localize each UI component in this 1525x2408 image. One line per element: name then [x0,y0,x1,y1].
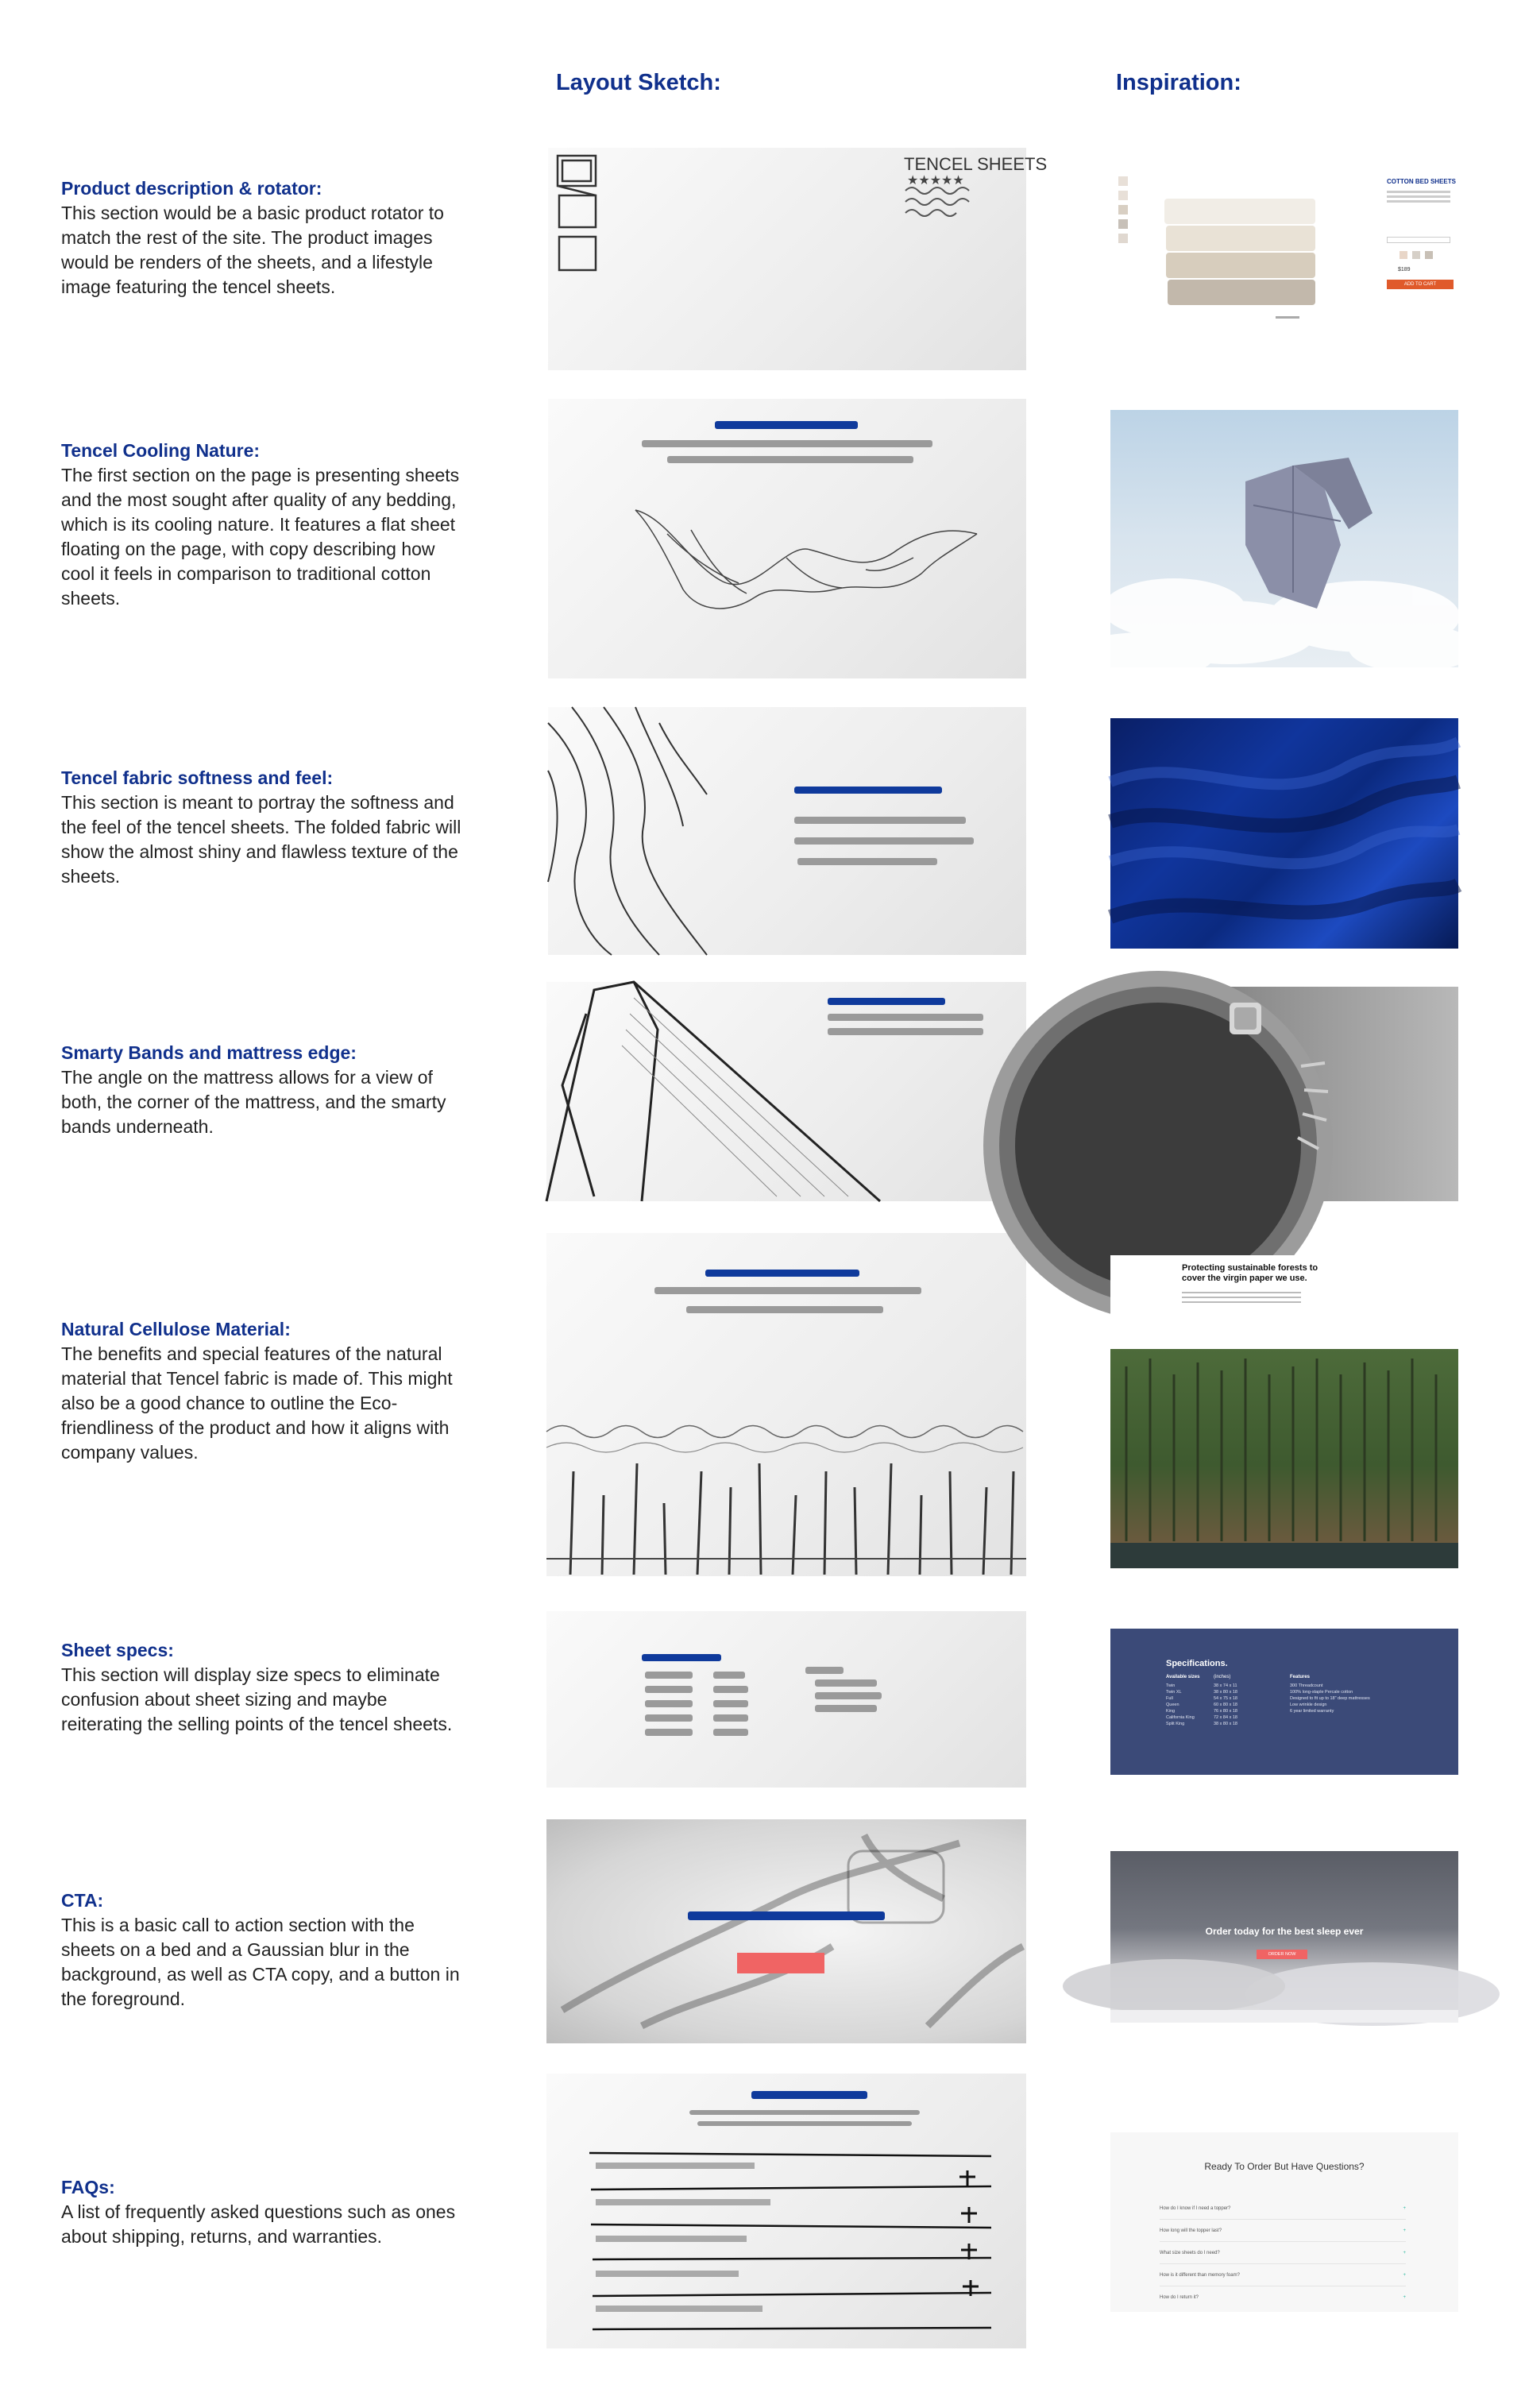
sketch-copy-bar [713,1686,748,1693]
specs-col-sizes-head: Available sizes [1166,1675,1200,1679]
sketch-tencel-label: TENCEL SHEETS [904,154,1048,174]
section-description-cta [61,1888,466,2012]
sketch-drawing [548,148,1048,370]
section-title: CTA: [61,1890,104,1911]
inspiration-specs [1110,1629,1458,1775]
plus-icon: + [1403,2272,1406,2278]
faq-lines-drawing [546,2074,1026,2348]
thumbnail[interactable] [1118,234,1128,243]
sketch-heading-bar [688,1911,885,1920]
inspiration-watch-closeup [1110,987,1458,1201]
sheet-stack-image [1166,253,1315,278]
shirt-cloud-image [1110,410,1458,667]
inspiration-blue-silk [1110,718,1458,949]
spec-size: Queen [1166,1703,1179,1707]
inspiration-product-page [1110,160,1458,327]
faq-question: How do I know if I need a topper? [1160,2205,1231,2211]
spec-dim: 54 x 75 x 18 [1214,1696,1237,1701]
bed-blur-image [1110,1851,1458,2023]
specs-title: Specifications. [1166,1659,1228,1668]
sketch-cta-button [737,1953,824,1973]
section-description-specs [61,1638,466,1737]
specs-dims-list [1214,1683,1277,1727]
product-description-line [1387,200,1450,203]
faq-item[interactable] [1160,2264,1406,2286]
sketch-copy-bar [797,858,937,865]
inspiration-floating-shirt [1110,410,1458,667]
sketch-heading-bar [828,998,945,1005]
faq-question: How is it different than memory foam? [1160,2272,1240,2278]
product-title: COTTON BED SHEETS [1387,178,1456,185]
spec-size: Twin XL [1166,1690,1182,1695]
thumbnail[interactable] [1118,191,1128,200]
sketch-softness-fabric [548,707,1026,955]
sketch-specs [546,1611,1026,1788]
sheet-stack-image [1164,199,1315,224]
spec-size: King [1166,1709,1176,1714]
sketch-copy-bar [794,837,974,845]
forest-headline: Protecting sustainable forests to cover the virgin paper we use. [1182,1263,1318,1283]
color-swatch[interactable] [1412,251,1420,259]
spec-dim: 38 x 74 x 11 [1214,1683,1237,1688]
svg-text:★★★★★: ★★★★★ [907,174,964,187]
sketch-copy-bar [713,1672,745,1679]
section-body: A list of frequently asked questions such as ones about shipping, returns, and warranties. [61,2201,456,2247]
sketch-cellulose-forest [546,1233,1026,1576]
sketch-cooling-sheet [548,399,1026,678]
sketch-faq [546,2074,1026,2348]
section-description-softness [61,766,466,889]
size-select[interactable] [1387,237,1450,243]
sketch-copy-bar [713,1700,748,1707]
faq-item[interactable] [1160,2197,1406,2220]
inspiration-faq [1110,2132,1458,2312]
spec-size: Split King [1166,1722,1185,1726]
sketch-copy-bar [805,1667,844,1674]
section-body: This is a basic call to action section with the sheets on a bed and a Gaussian blur in the background, as well as CTA copy, and a button in the foreground. [61,1915,460,2009]
section-title: Tencel Cooling Nature: [61,440,261,461]
section-description-product [61,176,466,300]
section-body: The benefits and special features of the natural material that Tencel fabric is made of. This might also be a good chance to outline the Eco-friendliness of the product and how it aligns with company values. [61,1343,453,1463]
spec-dim: 38 x 80 x 18 [1214,1690,1237,1695]
sketch-copy-bar [645,1672,693,1679]
section-title: Tencel fabric softness and feel: [61,767,334,788]
faq-item[interactable] [1160,2220,1406,2242]
section-body: The first section on the page is presenting sheets and the most sought after quality of any bedding, which is its cooling nature. It features a flat sheet floating on the page, with copy describing how cool it feels in comparison to traditional cotton sheets. [61,465,460,609]
add-to-cart-button[interactable]: ADD TO CART [1387,280,1454,289]
sheet-drawing [548,399,1026,678]
section-title: Smarty Bands and mattress edge: [61,1042,357,1063]
inspiration-heading: Inspiration: [1116,70,1241,95]
spec-size: Twin [1166,1683,1176,1688]
sketch-copy-bar [828,1014,983,1021]
spec-dim: 38 x 80 x 18 [1214,1722,1237,1726]
section-body: This section would be a basic product rotator to match the rest of the site. The product images would be renders of the sheets, and a lifestyle image featuring the tencel sheets. [61,203,444,297]
faq-question: How do I return it? [1160,2295,1199,2300]
sketch-copy-bar [713,1714,748,1722]
section-body: This section is meant to portray the softness and the feel of the tencel sheets. The folded fabric will show the almost shiny and flawless texture of the sheets. [61,792,461,887]
sketch-copy-bar [815,1692,882,1699]
plus-icon: + [1403,2250,1406,2255]
sketch-heading-bar [642,1654,721,1661]
forest-drawing [546,1233,1026,1576]
faq-question: What size sheets do I need? [1160,2250,1220,2255]
spec-dim: 76 x 80 x 18 [1214,1709,1237,1714]
plus-icon: + [1403,2205,1406,2211]
section-title: Natural Cellulose Material: [61,1319,291,1339]
sketch-mattress-corner [546,982,1026,1201]
spec-feature: Designed to fit up to 18" deep mattresses [1290,1696,1370,1701]
section-body: The angle on the mattress allows for a view of both, the corner of the mattress, and the smarty bands underneath. [61,1067,446,1137]
sketch-heading-bar [794,787,942,794]
color-swatch[interactable] [1425,251,1433,259]
specs-col-features-head: Features [1290,1675,1311,1679]
inspiration-cta [1110,1851,1458,2023]
sketch-copy-bar [645,1700,693,1707]
sketch-product-rotator [548,148,1048,370]
cta-blur-drawing [546,1819,1026,2043]
thumbnail[interactable] [1118,219,1128,229]
thumbnail[interactable] [1118,176,1128,186]
section-title: FAQs: [61,2177,115,2197]
watch-image [1110,987,1458,1201]
faq-item[interactable] [1160,2242,1406,2264]
thumbnail[interactable] [1118,205,1128,215]
product-price: $189 [1398,267,1411,272]
sketch-copy-bar [794,817,966,824]
sketch-copy-bar [645,1714,693,1722]
spec-feature: 300 Threadcount [1290,1683,1323,1688]
specs-sizes-list [1166,1683,1214,1727]
spec-feature: 100% long-staple Percale cotton [1290,1690,1353,1695]
silk-image [1110,718,1458,949]
sketch-copy-bar [645,1686,693,1693]
section-title: Sheet specs: [61,1640,174,1660]
product-description-line [1387,191,1450,193]
sketch-copy-bar [645,1729,693,1736]
sketch-copy-bar [815,1705,877,1712]
spec-dim: 72 x 84 x 18 [1214,1715,1237,1720]
sheet-stack-image [1166,226,1315,251]
specs-features-list [1290,1683,1409,1714]
specs-col-inches-head: (inches) [1214,1675,1231,1679]
sketch-cta [546,1819,1026,2043]
color-swatch[interactable] [1400,251,1407,259]
spec-size: California King [1166,1715,1195,1720]
product-description-line [1387,195,1450,198]
faq-item[interactable] [1160,2286,1406,2309]
order-now-button[interactable]: ORDER NOW [1257,1950,1307,1959]
cta-headline: Order today for the best sleep ever [1205,1926,1364,1937]
sketch-copy-bar [828,1028,983,1035]
fabric-drawing [548,707,1026,955]
section-description-cooling [61,439,466,611]
section-title: Product description & rotator: [61,178,322,199]
plus-icon: + [1403,2295,1406,2300]
spec-feature: 6 year limited warranty [1290,1709,1334,1714]
inspiration-forest [1110,1255,1458,1568]
spec-size: Full [1166,1696,1173,1701]
section-description-faqs [61,2175,466,2249]
section-description-smarty-bands [61,1041,466,1139]
forest-trees [1110,1255,1458,1568]
section-description-cellulose [61,1317,466,1465]
faq-list [1160,2197,1406,2309]
section-body: This section will display size specs to eliminate confusion about sheet sizing and maybe reiterating the selling points of the tencel sheets. [61,1664,453,1734]
sketch-copy-bar [815,1679,877,1687]
spec-dim: 60 x 80 x 18 [1214,1703,1237,1707]
faq-question: How long will the topper last? [1160,2228,1222,2233]
carousel-dots[interactable] [1276,316,1299,319]
sheet-stack-image [1168,280,1315,305]
layout-sketch-heading: Layout Sketch: [556,70,721,95]
faq-title: Ready To Order But Have Questions? [1204,2161,1365,2172]
sketch-copy-bar [713,1729,748,1736]
spec-feature: Low wrinkle design [1290,1703,1327,1707]
plus-icon: + [1403,2228,1406,2233]
